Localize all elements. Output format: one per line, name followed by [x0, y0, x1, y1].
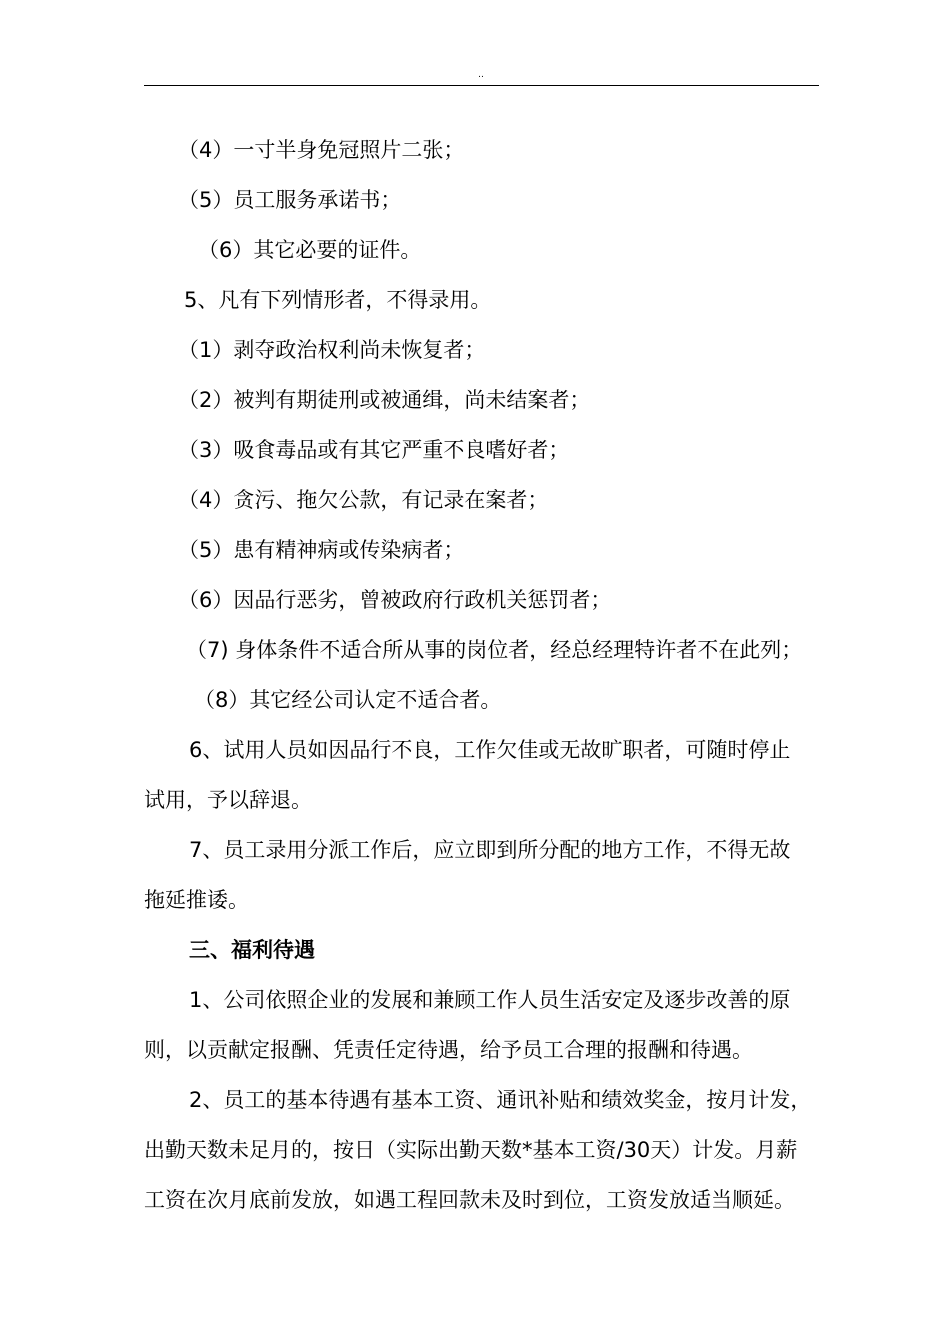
- paragraph-line: 6、试用人员如因品行不良，工作欠佳或无故旷职者，可随时停止: [189, 738, 791, 762]
- paragraph-line: 工资在次月底前发放，如遇工程回款未及时到位，工资发放适当顺延。: [144, 1188, 795, 1212]
- header-rule: [144, 85, 819, 86]
- paragraph-line: （6）因品行恶劣，曾被政府行政机关惩罚者；: [178, 588, 612, 612]
- paragraph-line: 试用，予以辞退。: [144, 788, 312, 812]
- paragraph-line: （8）其它经公司认定不适合者。: [194, 688, 502, 712]
- paragraph-line: 1、公司依照企业的发展和兼顾工作人员生活安定及逐步改善的原: [189, 988, 791, 1012]
- paragraph-line: （4）一寸半身免冠照片二张；: [178, 138, 465, 162]
- page-header-mark: ..: [478, 70, 484, 80]
- paragraph-line: 7、员工录用分派工作后，应立即到所分配的地方工作，不得无故: [189, 838, 791, 862]
- section-heading: 三、福利待遇: [189, 938, 315, 962]
- paragraph-line: （3）吸食毒品或有其它严重不良嗜好者；: [178, 438, 570, 462]
- paragraph-line: （5）患有精神病或传染病者；: [178, 538, 465, 562]
- paragraph-line: 2、员工的基本待遇有基本工资、通讯补贴和绩效奖金，按月计发，: [189, 1088, 812, 1112]
- paragraph-line: 出勤天数未足月的，按日（实际出勤天数*基本工资/30天）计发。月薪: [144, 1138, 798, 1162]
- paragraph-line: （2）被判有期徒刑或被通缉，尚未结案者；: [178, 388, 591, 412]
- paragraph-line: （1）剥夺政治权利尚未恢复者；: [178, 338, 486, 362]
- paragraph-line: （4）贪污、拖欠公款，有记录在案者；: [178, 488, 549, 512]
- paragraph-line: （5）员工服务承诺书；: [178, 188, 402, 212]
- paragraph-line: 拖延推诿。: [144, 888, 249, 912]
- paragraph-line: （7) 身体条件不适合所从事的岗位者，经总经理特许者不在此列；: [186, 638, 803, 662]
- paragraph-line: 5、凡有下列情形者，不得录用。: [184, 288, 492, 312]
- paragraph-line: 则，以贡献定报酬、凭责任定待遇，给予员工合理的报酬和待遇。: [144, 1038, 753, 1062]
- paragraph-line: （6）其它必要的证件。: [198, 238, 422, 262]
